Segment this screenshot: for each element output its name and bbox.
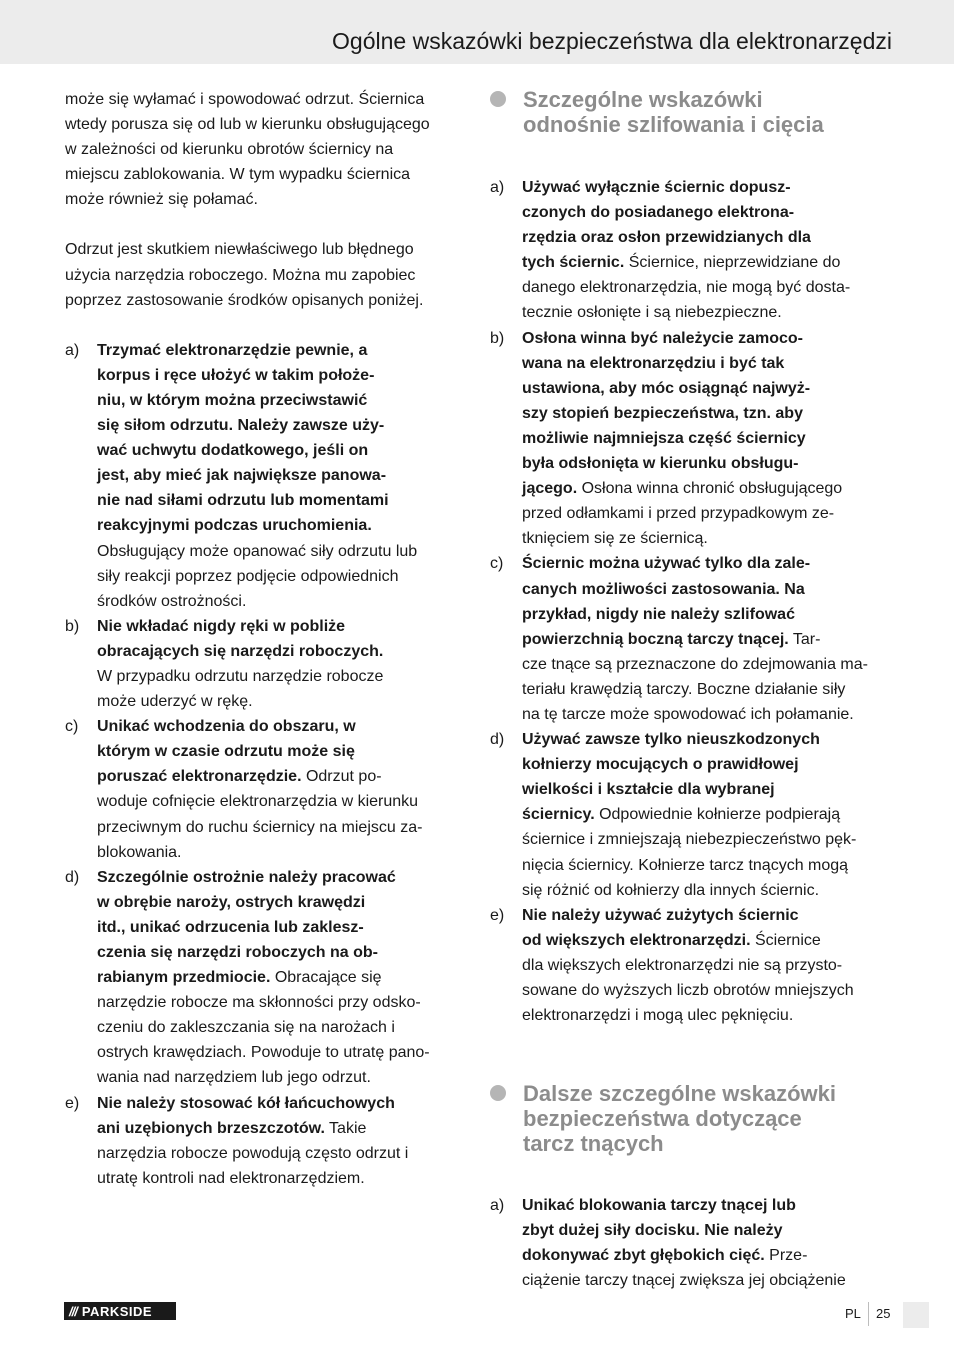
bold-text: dokonywać zbyt głębokich cięć.	[522, 1247, 765, 1265]
bold-text: szy stopień bezpieczeństwa, tzn. aby	[522, 404, 803, 422]
item-line	[522, 577, 890, 602]
item-line	[97, 363, 465, 388]
item-line	[97, 865, 465, 890]
bold-text: Używać wyłącznie ściernic dopusz-	[522, 179, 791, 196]
list-item	[65, 1091, 465, 1191]
item-line	[97, 714, 465, 739]
list-item	[490, 551, 890, 727]
spacer	[490, 1156, 890, 1193]
list-item	[65, 865, 465, 1091]
section-title	[523, 1081, 836, 1156]
item-line	[522, 200, 890, 225]
bold-text: niu, w którym można przeciwstawić	[97, 391, 368, 409]
item-line	[522, 752, 890, 777]
item-line: ostrych krawędziach. Powoduje to utratę pano-	[97, 1044, 430, 1062]
item-text	[522, 1193, 890, 1293]
item-line	[97, 965, 465, 990]
item-line	[97, 915, 465, 940]
item-line	[97, 388, 465, 413]
list-item	[490, 727, 890, 903]
item-line: W przypadku odrzutu narzędzie robocze	[97, 667, 384, 685]
text-line: może się wyłamać i spowodować odrzut. Ściernica	[65, 91, 425, 108]
item-line: czeniu do zakleszczania się na narożach i	[97, 1019, 395, 1037]
bold-text: była odsłonięta w kierunku obsługu-	[522, 455, 799, 473]
bold-text: wielkości i kształcie dla wybranej	[522, 781, 775, 799]
bold-text: ustawiona, aby móc osiągnąć najwyż-	[522, 379, 811, 397]
item-line: Obsługujący może opanować siły odrzutu lub	[97, 542, 418, 560]
item-line: danego elektronarzędzia, nie mogą być dosta-	[522, 279, 851, 297]
bold-text: tych ściernic.	[522, 254, 625, 272]
item-line	[522, 727, 890, 752]
item-line: blokowania.	[97, 843, 182, 861]
item-line: tknięciem się ze ściernicą.	[522, 530, 708, 548]
item-text	[97, 1091, 465, 1191]
bold-text: wać uchwytu dodatkowego, jeśli on	[97, 442, 369, 460]
item-label: d)	[490, 731, 505, 749]
bold-text: Szczególnie ostrożnie należy pracować	[97, 868, 396, 886]
item-line: wania nad narzędziem lub jego odrzut.	[97, 1069, 371, 1087]
list-item	[65, 714, 465, 865]
item-label: a)	[490, 179, 505, 196]
bullet-icon	[490, 91, 506, 107]
section-heading	[490, 87, 890, 137]
item-text	[522, 903, 890, 1028]
item-line	[97, 338, 465, 363]
bold-text: możliwie najmniejsza część ściernicy	[522, 429, 806, 447]
section-heading	[490, 1081, 890, 1156]
item-line	[522, 1243, 890, 1268]
bold-text: poruszać elektronarzędzie.	[97, 768, 302, 786]
item-line	[97, 463, 465, 488]
bold-text: jest, aby mieć jak największe panowa-	[97, 467, 387, 485]
item-text	[97, 338, 465, 614]
section-title-line: Szczególne wskazówki	[523, 87, 763, 112]
plain-text: Odpowiednie kołnierze podpierają	[594, 806, 841, 824]
bold-text: Unikać wchodzenia do obszaru, w	[97, 718, 356, 736]
item-text	[97, 614, 465, 714]
item-line	[97, 890, 465, 915]
paragraph	[65, 87, 465, 212]
item-line	[522, 551, 890, 576]
plain-text: Odrzut po-	[301, 768, 382, 786]
item-line	[522, 426, 890, 451]
header-band	[0, 0, 954, 64]
section-title-line: bezpieczeństwa dotyczące	[523, 1106, 802, 1132]
paragraph	[65, 237, 465, 312]
item-line: środków ostrożności.	[97, 592, 247, 610]
item-line	[97, 488, 465, 513]
bold-text: itd., unikać odrzucenia lub zaklesz-	[97, 918, 364, 936]
list-item	[490, 903, 890, 1028]
bold-text: Ściernic można używać tylko dla zale-	[522, 555, 811, 573]
page-title: Ogólne wskazówki bezpieczeństwa dla elektronarzędzi	[332, 28, 892, 54]
bold-text: nie nad siłami odrzutu lub momentami	[97, 492, 389, 510]
bold-text: od większych elektronarzędzi.	[522, 931, 751, 949]
item-line: siły reakcji poprzez podjęcie odpowiednich	[97, 567, 399, 585]
bold-text: korpus i ręce ułożyć w takim położe-	[97, 366, 375, 384]
plain-text: Ściernice	[750, 931, 821, 949]
plain-text: Tar-	[788, 630, 821, 648]
list-item	[65, 614, 465, 714]
item-line	[522, 903, 890, 928]
bold-text: się siłom odrzutu. Należy zawsze uży-	[97, 417, 385, 435]
item-line: teriału krawędzią tarczy. Boczne działanie siły	[522, 680, 846, 698]
text-line: miejscu zablokowania. W tym wypadku ściernica	[65, 166, 411, 184]
item-line	[97, 1091, 465, 1116]
item-line	[522, 225, 890, 250]
logo-brand: PARKSIDE	[81, 1303, 153, 1319]
item-line	[97, 940, 465, 965]
list-item	[490, 175, 890, 326]
item-text	[522, 175, 890, 326]
item-line: elektronarzędzi i mogą ulec pęknięciu.	[522, 1007, 794, 1025]
spacer	[490, 1028, 890, 1081]
text-line: wtedy porusza się od lub w kierunku obsługującego	[65, 116, 430, 134]
item-line: woduje cofnięcie elektronarzędzia w kierunku	[97, 793, 419, 811]
item-line: dla większych elektronarzędzi nie są przysto-	[522, 956, 843, 974]
bold-text: czenia się narzędzi roboczych na ob-	[97, 944, 378, 961]
bold-text: powierzchnią boczną tarczy tnącej.	[522, 630, 789, 648]
item-label: c)	[65, 718, 79, 736]
bold-text: w obrębie naroży, ostrych krawędzi	[97, 893, 366, 911]
item-label: e)	[490, 906, 505, 924]
bold-text: jącego.	[522, 480, 578, 498]
spacer	[490, 137, 890, 175]
item-label: b)	[65, 617, 80, 635]
item-label: e)	[65, 1094, 80, 1112]
item-line	[97, 764, 465, 789]
item-line	[97, 438, 465, 463]
bold-text: czonych do posiadanego elektrona-	[522, 204, 795, 222]
item-line: przed odłamkami i przed przypadkowym ze-	[522, 505, 835, 523]
item-line	[522, 777, 890, 802]
text-line: w zależności od kierunku obrotów ściernicy na	[65, 141, 394, 159]
footer-tab	[903, 1302, 929, 1328]
item-line: ściernice i zmniejszają niebezpieczeństwo pęk-	[522, 831, 857, 849]
item-line	[522, 476, 890, 501]
plain-text: Prze-	[764, 1247, 808, 1265]
bold-text: rabianym przedmiocie.	[97, 969, 271, 987]
item-label: b)	[490, 329, 505, 347]
bold-text: Używać zawsze tylko nieuszkodzonych	[522, 731, 820, 749]
item-text	[97, 865, 465, 1091]
right-column	[490, 87, 890, 1294]
item-line	[97, 639, 465, 664]
bold-text: Nie należy stosować kół łańcuchowych	[97, 1094, 395, 1112]
text-line: użycia narzędzia roboczego. Można mu zapobiec	[65, 266, 416, 284]
item-line: sowane do wyższych liczb obrotów mniejszych	[522, 982, 854, 999]
bold-text: ani uzębionych brzeszczotów.	[97, 1119, 325, 1137]
bold-text: zbyt dużej siły docisku. Nie należy	[522, 1222, 783, 1240]
item-line	[522, 326, 890, 351]
item-line	[97, 1116, 465, 1141]
item-text	[97, 714, 465, 865]
item-text	[522, 326, 890, 552]
item-label: a)	[65, 341, 80, 359]
item-line: narzędzie robocze ma skłonności przy odsko-	[97, 994, 421, 1012]
plain-text: Osłona winna chronić obsługującego	[577, 480, 843, 498]
bold-text: canych możliwości zastosowania. Na	[522, 580, 805, 598]
item-line: cze tnące są przeznaczone do zdejmowania ma-	[522, 655, 868, 673]
item-line: utratę kontroli nad elektronarzędziem.	[97, 1169, 365, 1187]
section-title-line: tarcz tnących	[523, 1131, 664, 1157]
spacer	[65, 212, 465, 237]
item-line	[97, 513, 465, 538]
list-item	[65, 338, 465, 614]
item-line: może uderzyć w rękę.	[97, 693, 253, 711]
list-item	[490, 1193, 890, 1293]
item-line: na tę tarcze może spowodować ich połamanie.	[522, 705, 854, 723]
footer-divider	[868, 1302, 869, 1326]
item-label: c)	[490, 555, 504, 573]
bullet-icon	[490, 1085, 506, 1101]
bold-text: Unikać blokowania tarczy tnącej lub	[522, 1197, 796, 1215]
bold-text: Osłona winna być należycie zamoco-	[522, 329, 803, 347]
page-number: 25	[876, 1306, 891, 1321]
bold-text: Nie wkładać nigdy ręki w pobliże	[97, 617, 346, 635]
plain-text: Ściernice, nieprzewidziane do	[624, 254, 841, 272]
item-line	[522, 250, 890, 275]
item-line: nięcia ściernicy. Kołnierze tarcz tnących mogą	[522, 856, 849, 874]
item-line	[522, 376, 890, 401]
item-line	[522, 401, 890, 426]
item-line	[97, 413, 465, 438]
item-line	[522, 602, 890, 627]
logo-stripes: ///	[69, 1303, 77, 1319]
bold-text: przykład, nigdy nie należy szlifować	[522, 605, 795, 623]
item-text	[522, 551, 890, 727]
bold-text: kołnierzy mocujących o prawidłowej	[522, 756, 799, 774]
item-line: tecznie osłonięte i są niebezpieczne.	[522, 304, 782, 322]
text-line: Odrzut jest skutkiem niewłaściwego lub błędnego	[65, 241, 414, 259]
bold-text: Nie należy używać zużytych ściernic	[522, 906, 799, 924]
bold-text: obracających się narzędzi roboczych.	[97, 642, 384, 660]
section-title-line: Dalsze szczególne wskazówki	[523, 1081, 837, 1107]
language-code: PL	[845, 1306, 861, 1321]
parkside-logo	[64, 1302, 176, 1320]
bold-text: wana na elektronarzędziu i być tak	[522, 354, 785, 372]
bold-text: reakcyjnymi podczas uruchomienia.	[97, 517, 372, 535]
item-line	[522, 928, 890, 953]
text-line: może również się połamać.	[65, 191, 258, 209]
item-line	[522, 175, 890, 200]
bold-text: którym w czasie odrzutu może się	[97, 743, 355, 761]
section-title	[523, 87, 824, 137]
item-line	[522, 627, 890, 652]
plain-text: Takie	[324, 1119, 367, 1137]
item-line	[522, 1218, 890, 1243]
item-line: przeciwnym do ruchu ściernicy na miejscu za-	[97, 818, 423, 836]
item-line	[522, 351, 890, 376]
spacer	[65, 313, 465, 338]
item-line	[522, 451, 890, 476]
item-line	[97, 614, 465, 639]
item-label: a)	[490, 1197, 505, 1215]
item-label: d)	[65, 868, 80, 886]
bold-text: Trzymać elektronarzędzie pewnie, a	[97, 341, 368, 359]
section-title-line: odnośnie szlifowania i cięcia	[523, 112, 824, 137]
item-line: się różnić od kołnierzy dla innych ściernic.	[522, 881, 820, 899]
item-line: narzędzia robocze powodują często odrzut i	[97, 1144, 409, 1162]
item-line	[522, 1193, 890, 1218]
bold-text: rzędzia oraz osłon przewidzianych dla	[522, 229, 811, 247]
plain-text: Obracające się	[270, 969, 382, 987]
item-text	[522, 727, 890, 903]
text-line: poprzez zastosowanie środków opisanych poniżej.	[65, 291, 424, 309]
item-line	[522, 802, 890, 827]
left-column	[65, 87, 465, 1191]
bold-text: ściernicy.	[522, 806, 595, 824]
item-line: ciążenie tarczy tnącej zwiększa jej obciążenie	[522, 1272, 846, 1290]
item-line	[97, 739, 465, 764]
list-item	[490, 326, 890, 552]
